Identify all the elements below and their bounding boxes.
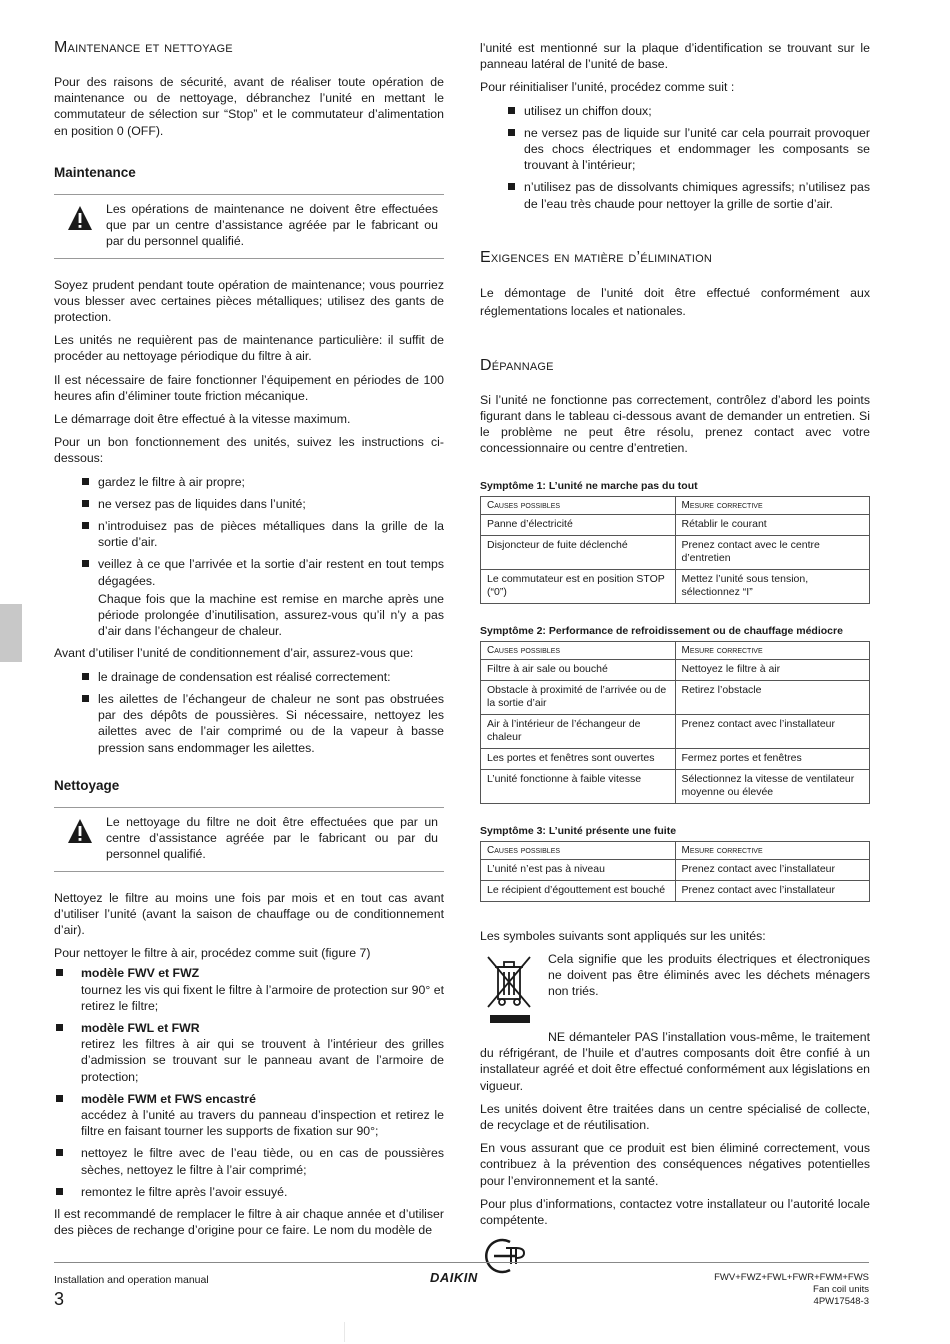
page-number: 3	[54, 1289, 65, 1309]
header-measure: Mesure corrective	[675, 841, 870, 859]
scan-mark	[344, 1322, 345, 1342]
model-step-text: retirez les filtres à air qui se trouvent à l’intérieur des grilles d’admission se trouvant sur le panneau avant de l’armoire de protection;	[81, 1037, 444, 1084]
header-causes: Causes possibles	[481, 641, 676, 659]
footer-product: Fan coil units	[813, 1284, 869, 1295]
paragraph: Pour un bon fonctionnement des unités, suivez les instructions ci-dessous:	[54, 435, 444, 466]
cleaning-heading: Nettoyage	[54, 777, 120, 793]
maintenance-warning-box	[54, 194, 444, 259]
maintenance-cleaning-title: Maintenance et nettoyage	[54, 39, 233, 56]
paragraph: Pour nettoyer le filtre à air, procédez comme suit (figure 7)	[54, 946, 371, 961]
paragraph: l’unité est mentionné sur la plaque d’identification se trouvant sur le panneau latéral de l’unité de base.	[480, 41, 870, 72]
table-row	[481, 714, 870, 748]
list-item	[80, 556, 444, 639]
list-item: le drainage de condensation est réalisé correctement:	[80, 669, 444, 685]
measure-cell: Prenez contact avec l’installateur	[675, 714, 870, 748]
table-row	[481, 859, 870, 880]
weee-text	[548, 951, 870, 1035]
operation-instructions-list	[54, 474, 444, 640]
model-step	[54, 1145, 444, 1177]
table-row	[481, 569, 870, 603]
model-step	[54, 1020, 444, 1085]
header-measure: Mesure corrective	[675, 496, 870, 514]
paragraph: Soyez prudent pendant toute opération de maintenance; vous pourriez vous blesser avec certaines pièces métalliques; utilisez des gants de protection.	[54, 277, 444, 325]
model-step	[54, 965, 444, 1014]
cause-cell: Les portes et fenêtres sont ouvertes	[481, 748, 676, 769]
paragraph: Le démarrage doit être effectué à la vitesse maximum.	[54, 412, 351, 427]
model-heading: modèle FWV et FWZ	[81, 966, 200, 981]
symptom-title: Symptôme 3: L’unité présente une fuite	[480, 824, 677, 837]
symptom-title: Symptôme 1: L’unité ne marche pas du tout	[480, 479, 698, 492]
paragraph: Nettoyez le filtre au moins une fois par mois et en tout cas avant d’utiliser l’unité (avant la saison de chauffage ou de conditionnement d’air).	[54, 890, 444, 937]
measure-cell: Prenez contact avec l’installateur	[675, 880, 870, 901]
list-item: n’utilisez pas de dissolvants chimiques agressifs; n’utilisez pas de l’eau très chaude pour nettoyer la grille de sortie d’air.	[506, 179, 870, 211]
paragraph: Les unités ne requièrent pas de maintenance particulière: il suffit de procéder au nettoyage périodique du filtre à air.	[54, 333, 444, 364]
paragraph	[480, 1029, 870, 1094]
table-row	[481, 769, 870, 803]
table-row	[481, 514, 870, 535]
paragraph: Le démontage de l’unité doit être effectué conformément aux réglementations locales et nationales.	[480, 285, 870, 318]
maintenance-warning-text: Les opérations de maintenance ne doivent être effectuées que par un centre d’assistance agréée par le fabricant ou par du personnel qualifié.	[106, 202, 438, 249]
paragraph: Il est nécessaire de faire fonctionner l’équipement en périodes de 100 heures afin d’éliminer toute friction mécanique.	[54, 372, 444, 403]
table-header-row	[481, 496, 870, 514]
model-step-text: tournez les vis qui fixent le filtre à l’armoire de protection sur 90° et retirez le filtre;	[81, 982, 444, 1013]
pre-use-checklist	[54, 669, 444, 756]
left-column	[54, 38, 444, 1245]
table-header-row	[481, 641, 870, 659]
list-item: n’introduisez pas de pièces métalliques dans la grille de la sortie d’air.	[80, 518, 444, 550]
restart-note: Chaque fois que la machine est remise en marche après une période prolongée d’inutilisation, assurez-vous qu’il n’y a pas d’air dans l’échangeur de chaleur.	[98, 591, 444, 639]
table-header-row	[481, 841, 870, 859]
table-row	[481, 659, 870, 680]
table-row	[481, 880, 870, 901]
measure-cell: Mettez l’unité sous tension, sélectionnez “I”	[675, 569, 870, 603]
model-heading: modèle FWL et FWR	[81, 1020, 200, 1035]
paragraph: Les unités doivent être traitées dans un centre spécialisé de collecte, de recyclage et de réutilisation.	[480, 1101, 870, 1133]
paragraph: Si l’unité ne fonctionne pas correctement, contrôlez d’abord les points figurant dans le tableau ci-dessous avant de demander un entretien. Si le problème ne peut être résolu, prenez contact avec votre concessionnaire ou centre d’entretien.	[480, 392, 870, 456]
footer-product-info	[714, 1272, 869, 1308]
measure-cell: Prenez contact avec le centre d’entretien	[675, 535, 870, 569]
list-item: ne versez pas de liquides dans l’unité;	[80, 496, 444, 512]
header-measure: Mesure corrective	[675, 641, 870, 659]
paragraph: Pour réinitialiser l’unité, procédez comme suit :	[480, 80, 735, 95]
crossed-bin-icon	[480, 951, 548, 1035]
list-item: utilisez un chiffon doux;	[506, 103, 870, 119]
cause-cell: Obstacle à proximité de l’arrivée ou de la sortie d’air	[481, 680, 676, 714]
intro-paragraph: Pour des raisons de sécurité, avant de réaliser toute opération de maintenance ou de nettoyage, débranchez l’unité en mettant le commutateur de sélection sur “Stop” et le commutateur d’alimentation en position 0 (OFF).	[54, 75, 444, 138]
table-row	[481, 535, 870, 569]
list-item: les ailettes de l’échangeur de chaleur ne sont pas obstruées par des dépôts de poussières. Si nécessaire, nettoyez les ailettes avec de l’air comprimé ou de la vapeur à basse pression sans endommager les ailettes.	[80, 691, 444, 756]
model-heading: modèle FWM et FWS encastré	[81, 1091, 256, 1106]
list-item-text: veillez à ce que l’arrivée et la sortie d’air restent en tout temps dégagées.	[98, 557, 444, 588]
cause-cell: L’unité fonctionne à faible vitesse	[481, 769, 676, 803]
measure-cell: Fermez portes et fenêtres	[675, 748, 870, 769]
disposal-title: Exigences en matière d’élimination	[480, 248, 712, 266]
footer-divider	[54, 1262, 869, 1263]
troubleshooting-table	[480, 841, 870, 902]
cause-cell: Filtre à air sale ou bouché	[481, 659, 676, 680]
footer-code: 4PW17548-3	[813, 1296, 869, 1307]
symptom-title: Symptôme 2: Performance de refroidissement ou de chauffage médiocre	[480, 624, 843, 637]
paragraph: En vous assurant que ce produit est bien éliminé correctement, vous contribuez à la prévention des conséquences négatives potentielles pour l’environnement et la santé.	[480, 1141, 870, 1188]
paragraph: Pour plus d’informations, contactez votre installateur ou l’autorité locale compétente.	[480, 1196, 870, 1228]
list-item: ne versez pas de liquide sur l’unité car cela pourrait provoquer des chocs électriques et endommager les composants se trouvant à l’intérieur;	[506, 125, 870, 174]
measure-cell: Sélectionnez la vitesse de ventilateur moyenne ou élevée	[675, 769, 870, 803]
cause-cell: Panne d’électricité	[481, 514, 676, 535]
reset-instructions-list	[480, 103, 870, 212]
measure-cell: Rétablir le courant	[675, 514, 870, 535]
troubleshooting-table	[480, 641, 870, 804]
troubleshooting-tables	[480, 479, 870, 902]
warning-icon	[54, 814, 106, 863]
troubleshooting-title: Dépannage	[480, 356, 554, 374]
cause-cell: Le récipient d’égouttement est bouché	[481, 880, 676, 901]
header-causes: Causes possibles	[481, 841, 676, 859]
footer-models: FWV+FWZ+FWL+FWR+FWM+FWS	[714, 1272, 869, 1283]
paragraph: Les symboles suivants sont appliqués sur les unités:	[480, 928, 766, 943]
footer-manual-title: Installation and operation manual	[54, 1274, 209, 1286]
daikin-logo: DAIKIN	[430, 1270, 478, 1285]
maintenance-heading: Maintenance	[54, 164, 136, 180]
measure-cell: Retirez l’obstacle	[675, 680, 870, 714]
paragraph: Cela signifie que les produits électriques et électroniques ne doivent pas être éliminés avec les déchets ménagers non triés.	[548, 951, 870, 999]
measure-cell: Prenez contact avec l’installateur	[675, 859, 870, 880]
troubleshooting-table	[480, 496, 870, 604]
model-step-text: accédez à l’unité au travers du panneau d’inspection et retirez le filtre en faisant tourner les supports de fixation sur 90°;	[81, 1107, 444, 1139]
paragraph: Avant d’utiliser l’unité de conditionnement d’air, assurez-vous que:	[54, 646, 414, 661]
model-step	[54, 1184, 444, 1200]
model-step-text: nettoyez le filtre avec de l’eau tiède, ou en cas de poussières sèches, nettoyez le filtre à l’air comprimé;	[81, 1146, 444, 1177]
header-causes: Causes possibles	[481, 496, 676, 514]
cause-cell: L’unité n’est pas à niveau	[481, 859, 676, 880]
filter-cleaning-steps	[54, 965, 444, 1200]
paragraph: Il est recommandé de remplacer le filtre à air chaque année et d’utiliser des pièces de rechange d’origine pour ce faire. Le nom du modèle de	[54, 1206, 444, 1238]
measure-cell: Nettoyez le filtre à air	[675, 659, 870, 680]
model-step	[54, 1091, 444, 1140]
weee-block	[480, 951, 870, 1035]
warning-icon	[54, 201, 106, 250]
cause-cell: Disjoncteur de fuite déclenché	[481, 535, 676, 569]
cleaning-warning-text: Le nettoyage du filtre ne doit être effectuées que par un centre d’assistance agréée par le fabricant ou par du personnel qualifié.	[106, 814, 438, 862]
section-tab	[0, 604, 22, 662]
list-item: gardez le filtre à air propre;	[80, 474, 444, 490]
paragraph-text: NE démanteler PAS l’installation vous-même, le traitement du réfrigérant, de l’huile et d’autres composants doit être confié à un installateur agréé et doit être effectué conformément aux législations en vigueur.	[480, 1030, 870, 1093]
cleaning-warning-box	[54, 807, 444, 872]
cause-cell: Air à l’intérieur de l’échangeur de chaleur	[481, 714, 676, 748]
right-column	[480, 38, 870, 1280]
table-row	[481, 748, 870, 769]
model-step-text: remontez le filtre après l’avoir essuyé.	[81, 1184, 288, 1199]
cause-cell: Le commutateur est en position STOP (“0”)	[481, 569, 676, 603]
table-row	[481, 680, 870, 714]
